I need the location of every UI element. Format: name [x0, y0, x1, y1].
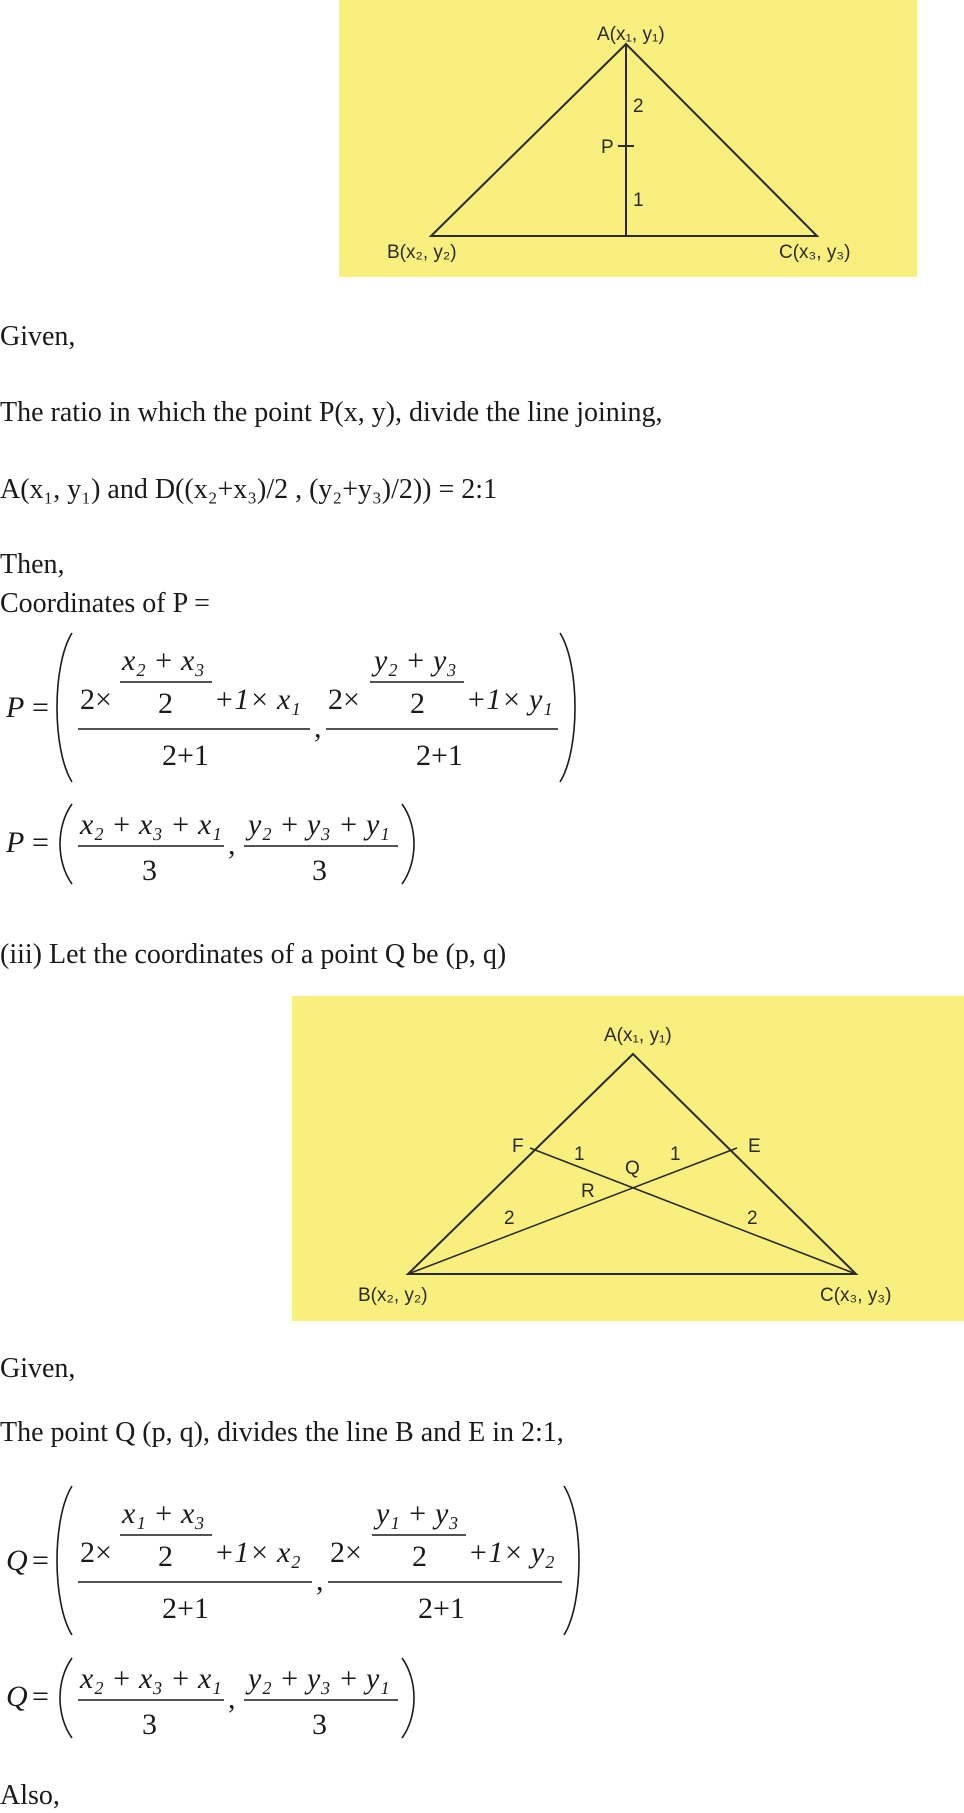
vertex-a-label: A(x₁, y₁): [597, 24, 665, 45]
given-2: Given,: [0, 1353, 76, 1384]
right-paren: [402, 1658, 414, 1738]
part-iii-statement: (iii) Let the coordinates of a point Q be (p, q): [0, 939, 507, 970]
x-inner-den: 2: [158, 1540, 173, 1573]
ratio-statement: The ratio in which the point P(x, y), divide the line joining,: [0, 397, 663, 428]
point-f-label: F: [512, 1136, 524, 1157]
triangle-medians-svg: [292, 996, 964, 1321]
comma: ,: [228, 828, 236, 861]
y-den: 2+1: [416, 739, 463, 772]
equation-q-simple-svg: [0, 1650, 430, 1746]
x-num: x₂ + x₃ + x₁: [80, 1662, 222, 1695]
ratio-1-right: 1: [670, 1144, 681, 1165]
point-q-label: Q: [625, 1158, 640, 1179]
y-num-top: y₂ + y₃: [374, 644, 457, 677]
then-label: Then,: [0, 549, 65, 580]
ratio-2-left: 2: [504, 1208, 515, 1229]
ratio-2-right: 2: [747, 1208, 758, 1229]
equation-q-centroid: [0, 1650, 430, 1751]
point-e-label: E: [748, 1136, 761, 1157]
y-num: y₂ + y₃ + y₁: [248, 1662, 390, 1695]
ad-statement: A(x₁, y₁) and D((x₂+x₃)/2 , (y₂+y₃)/2)) = 2:1: [0, 474, 498, 505]
point-r-label: R: [581, 1181, 595, 1202]
segment-ratio-2: 2: [633, 96, 644, 117]
comma: ,: [316, 1564, 324, 1597]
y-den: 3: [312, 1708, 327, 1741]
segment-ratio-1: 1: [633, 190, 644, 211]
triangle-median-figure: [339, 0, 917, 277]
equals-sign: =: [32, 1544, 49, 1577]
equation-p-centroid: [0, 796, 430, 897]
two-times-y: 2×: [330, 1536, 362, 1569]
x-den: 3: [142, 1708, 157, 1741]
equation-q-section-formula: [0, 1478, 600, 1648]
right-paren: [564, 1486, 579, 1635]
median-be: [408, 1148, 737, 1274]
coordinates-of-p: Coordinates of P =: [0, 588, 210, 619]
triangle-median-svg: [339, 0, 917, 277]
triangle-abc: [431, 44, 817, 236]
comma: ,: [314, 711, 322, 744]
two-times-x: 2×: [80, 1536, 112, 1569]
left-paren: [60, 804, 72, 884]
x-tail: +1× x₁: [214, 683, 301, 716]
x-num-top: x₂ + x₃: [122, 644, 205, 677]
median-cf: [530, 1148, 856, 1274]
vertex-a-label: A(x₁, y₁): [604, 1025, 672, 1046]
vertex-c-label: C(x₃, y₃): [820, 1285, 892, 1306]
y-inner-den: 2: [412, 1540, 427, 1573]
eq-lhs: P: [6, 826, 25, 859]
y-inner-den: 2: [410, 687, 425, 720]
equals-sign: =: [32, 1680, 49, 1713]
q-divides-statement: The point Q (p, q), divides the line B and E in 2:1,: [0, 1417, 564, 1448]
x-den: 2+1: [162, 1592, 209, 1625]
eq-lhs: Q: [6, 1544, 28, 1577]
equation-p-simple-svg: [0, 796, 430, 892]
ratio-1-left: 1: [574, 1144, 585, 1165]
eq-lhs: Q: [6, 1680, 28, 1713]
y-tail: +1× y₁: [466, 683, 553, 716]
two-times-y: 2×: [328, 683, 360, 716]
point-p-label: P: [601, 137, 614, 158]
given-1: Given,: [0, 321, 76, 352]
equation-q-svg: [0, 1478, 600, 1643]
equation-p-section-formula: [0, 625, 600, 795]
vertex-b-label: B(x₂, y₂): [387, 242, 457, 263]
equation-p-svg: [0, 625, 600, 790]
right-paren: [402, 804, 414, 884]
left-paren: [57, 633, 72, 782]
also-label: Also,: [0, 1780, 60, 1811]
comma: ,: [228, 1682, 236, 1715]
x-den: 2+1: [162, 739, 209, 772]
triangle-medians-figure: [292, 996, 964, 1321]
x-tail: +1× x₂: [214, 1536, 301, 1569]
y-den: 2+1: [418, 1592, 465, 1625]
eq-lhs: P: [6, 691, 25, 724]
y-den: 3: [312, 854, 327, 887]
y-num: y₂ + y₃ + y₁: [248, 808, 390, 841]
y-tail: +1× y₂: [468, 1536, 555, 1569]
left-paren: [60, 1658, 72, 1738]
vertex-b-label: B(x₂, y₂): [358, 1285, 428, 1306]
two-times-x: 2×: [80, 683, 112, 716]
x-num: x₂ + x₃ + x₁: [80, 808, 222, 841]
equals-sign: =: [32, 826, 49, 859]
x-den: 3: [142, 854, 157, 887]
vertex-c-label: C(x₃, y₃): [779, 242, 851, 263]
left-paren: [57, 1486, 72, 1635]
x-inner-den: 2: [158, 687, 173, 720]
x-num-top: x₁ + x₃: [122, 1497, 205, 1530]
right-paren: [560, 633, 575, 782]
y-num-top: y₁ + y₃: [376, 1497, 459, 1530]
equals-sign: =: [32, 691, 49, 724]
